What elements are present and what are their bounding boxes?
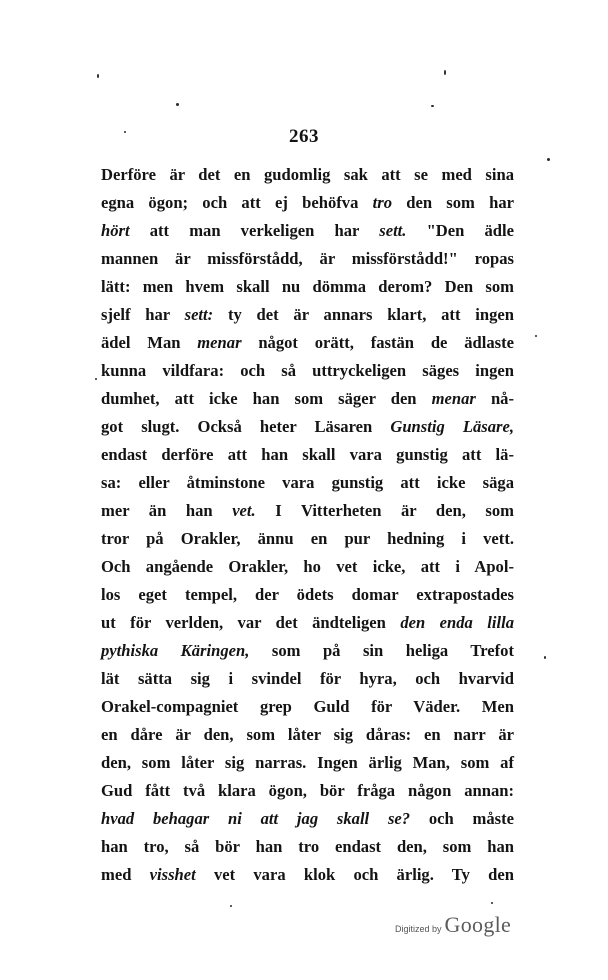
text-segment: Gud fått två klara ögon, bör fråga någon annan: xyxy=(101,781,514,800)
italic-text-segment: Gunstig Läsare, xyxy=(390,417,514,436)
text-segment: en dåre är den, som låter sig dåras: en narr är xyxy=(101,725,514,744)
watermark-prefix: Digitized by xyxy=(395,924,442,934)
digitized-watermark xyxy=(395,912,535,942)
print-speck xyxy=(97,74,99,78)
text-segment: dumhet, att icke han som säger den xyxy=(101,389,432,408)
italic-text-segment: menar xyxy=(197,333,242,352)
print-speck xyxy=(491,902,493,904)
text-line xyxy=(101,217,514,245)
text-segment: nå- xyxy=(475,389,514,408)
text-line xyxy=(101,805,514,833)
text-segment: I Vitterheten är den, som xyxy=(255,501,514,520)
text-segment: att man verkeligen har xyxy=(129,221,380,240)
page-number: 263 xyxy=(289,126,319,147)
text-line xyxy=(101,693,514,721)
text-line xyxy=(101,245,514,273)
print-speck xyxy=(444,70,446,75)
italic-text-segment: pythiska Käringen, xyxy=(101,641,250,660)
italic-text-segment: menar xyxy=(431,389,476,408)
text-line xyxy=(101,637,514,665)
text-segment: som på sin heliga Trefot xyxy=(249,641,514,660)
italic-text-segment: sett. xyxy=(379,221,407,240)
print-speck xyxy=(547,158,550,161)
text-segment: tror på Orakler, ännu en pur hedning i vett. xyxy=(101,529,514,548)
text-segment: och måste xyxy=(410,809,514,828)
print-speck xyxy=(431,105,434,107)
text-segment: vet vara klok och ärlig. Ty den xyxy=(195,865,514,884)
text-line xyxy=(101,777,514,805)
italic-text-segment: sett: xyxy=(184,305,214,324)
print-speck xyxy=(230,905,232,907)
text-line xyxy=(101,329,514,357)
text-line xyxy=(101,525,514,553)
text-line xyxy=(101,385,514,413)
text-segment: got slugt. Också heter Läsaren xyxy=(101,417,391,436)
italic-text-segment: hört xyxy=(101,221,130,240)
text-segment: Derföre är det en gudomlig sak att se med sina xyxy=(101,165,514,184)
body-text xyxy=(101,161,514,889)
text-segment: egna ögon; och att ej behöfva xyxy=(101,193,373,212)
text-line xyxy=(101,469,514,497)
text-line xyxy=(101,833,514,861)
text-segment: kunna vildfara: och så uttryckeligen säges ingen xyxy=(101,361,514,380)
text-line xyxy=(101,497,514,525)
text-segment: los eget tempel, der ödets domar extrapostades xyxy=(101,585,514,604)
text-segment: endast derföre att han skall vara gunstig att lä- xyxy=(101,445,514,464)
text-segment: den som har xyxy=(392,193,514,212)
text-segment: mannen är missförstådd, är missförstådd!" ropas xyxy=(101,249,514,268)
text-segment: med xyxy=(101,865,150,884)
text-line xyxy=(101,189,514,217)
text-line xyxy=(101,273,514,301)
text-segment: Orakel-compagniet grep Guld för Väder. Men xyxy=(101,697,514,716)
text-segment: den, som låter sig narras. Ingen ärlig Man, som af xyxy=(101,753,514,772)
text-segment: mer än han xyxy=(101,501,233,520)
text-line xyxy=(101,441,514,469)
text-segment: sa: eller åtminstone vara gunstig att icke säga xyxy=(101,473,514,492)
text-segment: ädel Man xyxy=(101,333,198,352)
text-line xyxy=(101,357,514,385)
text-line xyxy=(101,861,514,889)
text-line xyxy=(101,609,514,637)
text-line xyxy=(101,161,514,189)
text-line xyxy=(101,553,514,581)
text-line xyxy=(101,413,514,441)
text-segment: lät sätta sig i svindel för hyra, och hvarvid xyxy=(101,669,514,688)
text-segment: ut för verlden, var det ändteligen xyxy=(101,613,401,632)
text-line xyxy=(101,665,514,693)
text-line xyxy=(101,721,514,749)
italic-text-segment: vet. xyxy=(232,501,256,520)
print-speck xyxy=(544,656,546,659)
text-segment: han tro, så bör han tro endast den, som han xyxy=(101,837,514,856)
print-speck xyxy=(176,103,179,106)
print-speck xyxy=(535,335,537,337)
print-speck xyxy=(95,378,97,380)
text-segment: lätt: men hvem skall nu dömma derom? Den som xyxy=(101,277,514,296)
text-line xyxy=(101,301,514,329)
italic-text-segment: den enda lilla xyxy=(400,613,514,632)
text-segment: något orätt, fastän de ädlaste xyxy=(241,333,514,352)
text-segment: ty det är annars klart, att ingen xyxy=(213,305,514,324)
text-line xyxy=(101,749,514,777)
italic-text-segment: visshet xyxy=(149,865,196,884)
italic-text-segment: tro xyxy=(372,193,392,212)
text-segment: "Den ädle xyxy=(406,221,514,240)
google-logo: Google xyxy=(444,912,512,937)
text-line xyxy=(101,581,514,609)
text-segment: sjelf har xyxy=(101,305,185,324)
italic-text-segment: hvad behagar ni att jag skall se? xyxy=(101,809,411,828)
text-segment: Och angående Orakler, ho vet icke, att i Apol- xyxy=(101,557,514,576)
